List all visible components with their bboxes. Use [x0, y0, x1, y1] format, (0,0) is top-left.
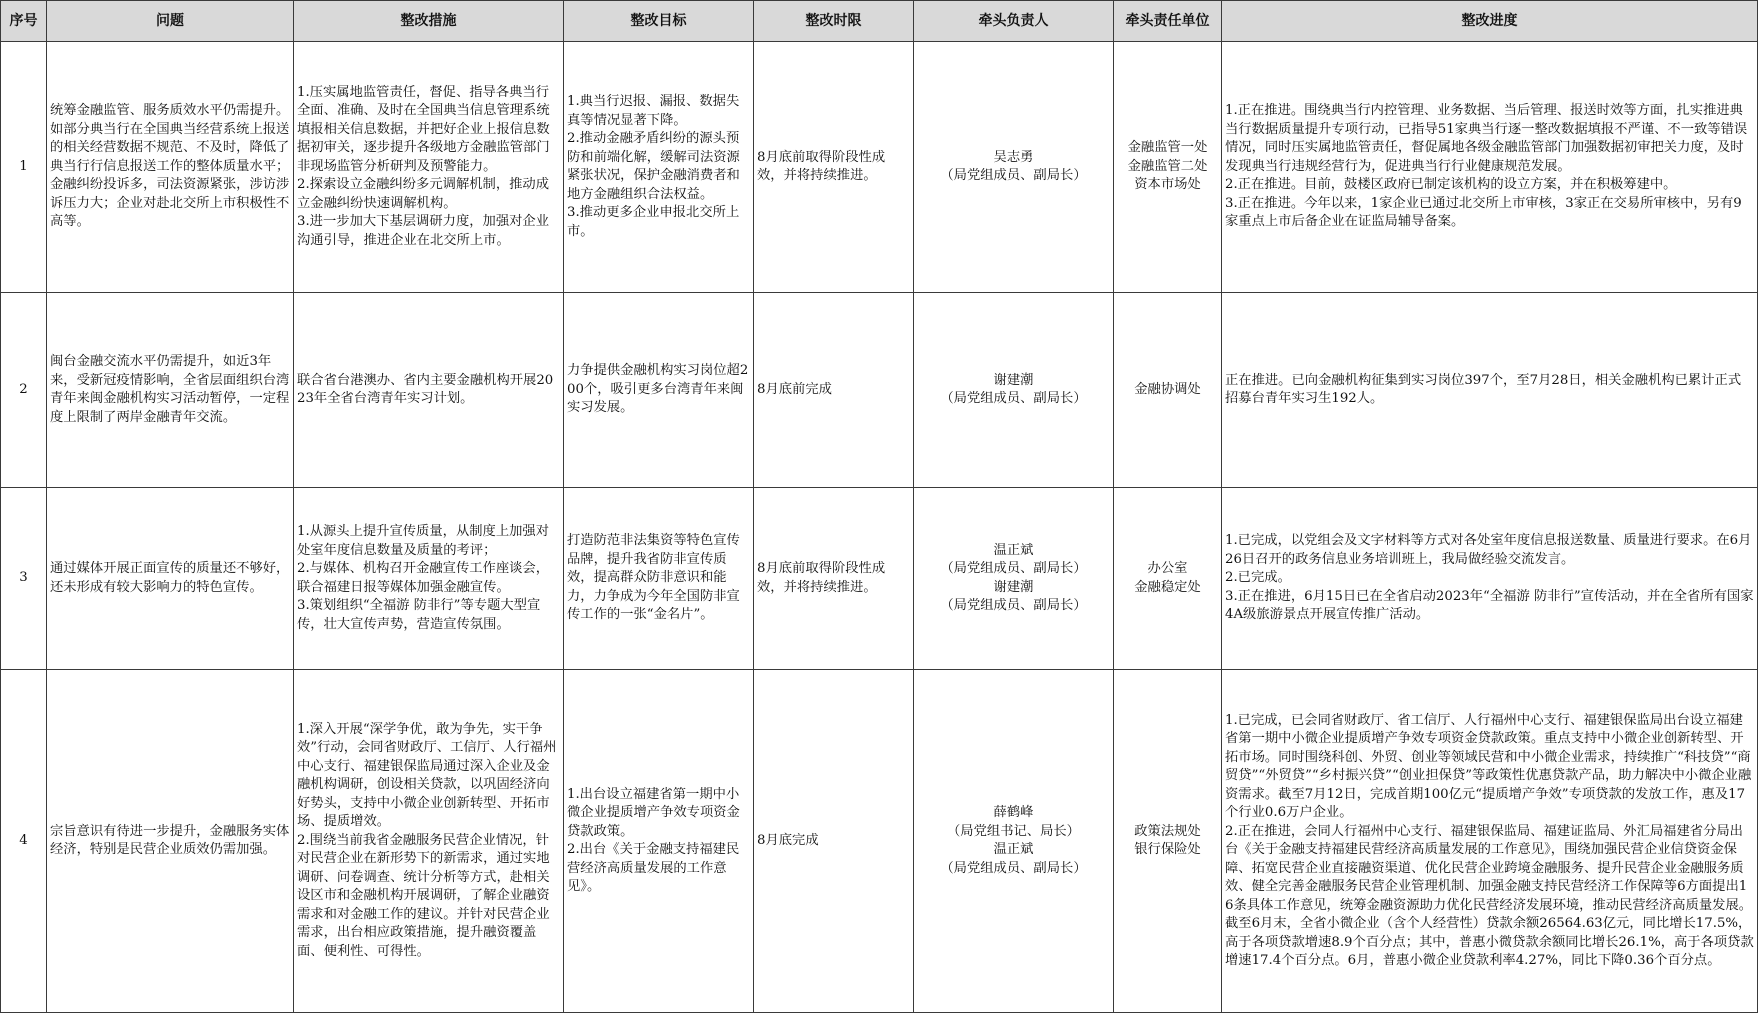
cell-progress	[1222, 42, 1758, 293]
header-row	[1, 1, 1758, 42]
cell-deadline	[754, 293, 914, 488]
cell-problem	[47, 670, 294, 1013]
table-row	[1, 488, 1758, 670]
cell-progress	[1222, 293, 1758, 488]
deadline-text: 8月底完成	[757, 832, 819, 848]
leader-text: 谢建潮 （局党组成员、副局长）	[940, 372, 1087, 406]
cell-seq: 2	[1, 293, 47, 488]
cell-goal	[564, 293, 754, 488]
unit-text: 金融协调处	[1134, 381, 1201, 397]
measures-text: 1.深入开展“深学争优，敢为争先，实干争效”行动，会同省财政厅、工信厅、人行福州中心支行、福建银保监局通过深入企业及金融机构调研，创设相关贷款，以巩固经济向好势头，支持中小微企业创新转型、开拓市场、提质增效。 2.围绕当前我省金融服务民营企业情况，针对民营企业在新形势下的新需求，通过实地调研、问卷调查、统计分析等方式，赴相关设区市和金融机构开展调研，了解企业融资需求和对金融工作的建议。并针对民营企业需求，出台相应政策措施，提升融资覆盖面、便利性、可得性。	[297, 721, 557, 959]
unit-text: 政策法规处 银行保险处	[1134, 823, 1201, 857]
cell-deadline	[754, 670, 914, 1013]
cell-deadline	[754, 488, 914, 670]
unit-text: 金融监管一处 金融监管二处 资本市场处	[1127, 140, 1208, 193]
header-measures: 整改措施	[294, 1, 564, 42]
problem-text: 宗旨意识有待进一步提升，金融服务实体经济，特别是民营企业质效仍需加强。	[50, 823, 290, 857]
cell-measures	[294, 42, 564, 293]
cell-seq: 1	[1, 42, 47, 293]
header-deadline: 整改时限	[754, 1, 914, 42]
cell-progress	[1222, 488, 1758, 670]
cell-leader	[914, 670, 1114, 1013]
unit-text: 办公室 金融稳定处	[1134, 561, 1201, 595]
problem-text: 统筹金融监管、服务质效水平仍需提升。如部分典当行在全国典当经营系统上报送的相关经营数据不规范、不及时，降低了典当行行信息报送工作的整体质量水平；金融纠纷投诉多，司法资源紧张，涉访涉诉压力大；企业对赴北交所上市积极性不高等。	[50, 103, 290, 230]
leader-text: 薛鹤峰 （局党组书记、局长） 温正斌 （局党组成员、副局长）	[940, 805, 1087, 876]
cell-leader	[914, 488, 1114, 670]
table-row	[1, 670, 1758, 1013]
deadline-text: 8月底前取得阶段性成效，并将持续推进。	[757, 149, 886, 183]
progress-text: 1.已完成，已会同省财政厅、省工信厅、人行福州中心支行、福建银保监局出台设立福建省第一期中小微企业提质增产争效专项资金贷款政策。重点支持中小微企业创新转型、开拓市场。同时围绕科创、外贸、创业等领域民营和中小微企业需求，持续推广“科技贷”“商贸贷”“外贸贷”“乡村振兴贷”“创业担保贷”等政策性优惠贷款产品，助力解决中小微企业融资需求。截至7月12日，完成首期100亿元“提质增产争效”专项贷款的发放工作，惠及17个行业0.6万户企业。 2.正在推进，会同人行福州中心支行、福建银保监局、福建证监局、外汇局福建省分局出台《关于金融支持福建民营经济高质量发展的工作意见》，围绕加强民营企业信贷资金保障、拓宽民营企业直接融资渠道、优化民营企业跨境金融服务、提升民营企业金融服务质效、健全完善金融服务民营企业管理机制、加强金融支持民营经济工作保障等6方面提出16条具体工作意见，统筹金融资源助力优化民营经济发展环境，推动民营经济高质量发展。截至6月末，全省小微企业（含个人经营性）贷款余额26564.63亿元，同比增长17.5%，高于各项贷款增速8.9个百分点；其中，普惠小微贷款余额同比增长26.1%，高于各项贷款增速17.4个百分点。6月，普惠小微企业贷款利率4.27%，同比下降0.36个百分点。	[1225, 712, 1754, 968]
cell-seq: 3	[1, 488, 47, 670]
cell-deadline	[754, 42, 914, 293]
cell-goal	[564, 488, 754, 670]
measures-text: 联合省台港澳办、省内主要金融机构开展2023年全省台湾青年实习计划。	[297, 372, 554, 406]
problem-text: 通过媒体开展正面宣传的质量还不够好，还未形成有较大影响力的特色宣传。	[50, 561, 290, 595]
cell-leader	[914, 293, 1114, 488]
header-unit: 牵头责任单位	[1114, 1, 1222, 42]
cell-measures	[294, 670, 564, 1013]
cell-unit	[1114, 670, 1222, 1013]
table-row	[1, 293, 1758, 488]
cell-problem	[47, 293, 294, 488]
header-seq: 序号	[1, 1, 47, 42]
header-problem: 问题	[47, 1, 294, 42]
progress-text: 1.已完成，以党组会及文字材料等方式对各处室年度信息报送数量、质量进行要求。在6月26日召开的政务信息业务培训班上，我局做经验交流发言。 2.已完成。 3.正在推进，6月15日已在全省启动2023年“全福游 防非行”宣传活动，并在全省所有国家4A级旅游景点开展宣传推广活动。	[1225, 533, 1754, 623]
cell-unit	[1114, 488, 1222, 670]
deadline-text: 8月底前完成	[757, 381, 832, 397]
leader-text: 吴志勇 （局党组成员、副局长）	[940, 149, 1087, 183]
cell-problem	[47, 42, 294, 293]
cell-progress	[1222, 670, 1758, 1013]
cell-leader	[914, 42, 1114, 293]
goal-text: 打造防范非法集资等特色宣传品牌，提升我省防非宣传质效，提高群众防非意识和能力，力争成为今年全国防非宣传工作的一张“金名片”。	[567, 533, 740, 623]
goal-text: 1.典当行迟报、漏报、数据失真等情况显著下降。 2.推动金融矛盾纠纷的源头预防和前端化解，缓解司法资源紧张状况，保护金融消费者和地方金融组织合法权益。 3.推动更多企业申报北交所上市。	[567, 94, 740, 239]
cell-measures	[294, 293, 564, 488]
cell-goal	[564, 42, 754, 293]
cell-unit	[1114, 293, 1222, 488]
progress-text: 正在推进。已向金融机构征集到实习岗位397个，至7月28日，相关金融机构已累计正式招募台青年实习生192人。	[1225, 372, 1742, 406]
header-progress: 整改进度	[1222, 1, 1758, 42]
goal-text: 力争提供金融机构实习岗位超200个，吸引更多台湾青年来闽实习发展。	[567, 363, 749, 416]
table-row	[1, 42, 1758, 293]
header-goal: 整改目标	[564, 1, 754, 42]
cell-seq: 4	[1, 670, 47, 1013]
progress-text: 1.正在推进。围绕典当行内控管理、业务数据、当后管理、报送时效等方面，扎实推进典当行数据质量提升专项行动，已指导51家典当行逐一整改数据填报不严谨、不一致等错误情况，同时压实属地监管责任，督促属地各级金融监管部门加强数据初审把关力度，及时发现典当行违规经营行为，促进典当行行业健康规范发展。 2.正在推进。目前，鼓楼区政府已制定该机构的设立方案，并在积极筹建中。 3.正在推进。今年以来，1家企业已通过北交所上市审核，3家正在交易所审核中，另有9家重点上市后备企业在证监局辅导备案。	[1225, 103, 1748, 230]
cell-goal	[564, 670, 754, 1013]
header-leader: 牵头负责人	[914, 1, 1114, 42]
leader-text: 温正斌 （局党组成员、副局长） 谢建潮 （局党组成员、副局长）	[940, 542, 1087, 613]
cell-measures	[294, 488, 564, 670]
problem-text: 闽台金融交流水平仍需提升，如近3年来，受新冠疫情影响，全省层面组织台湾青年来闽金融机构实习活动暂停，一定程度上限制了两岸金融青年交流。	[50, 354, 290, 425]
cell-unit	[1114, 42, 1222, 293]
measures-text: 1.压实属地监管责任，督促、指导各典当行全面、准确、及时在全国典当信息管理系统填报相关信息数据，并把好企业上报信息数据初审关，逐步提升各级地方金融监管部门非现场监管分析研判及预警能力。 2.探索设立金融纠纷多元调解机制，推动成立金融纠纷快速调解机构。 3.进一步加大下基层调研力度，加强对企业沟通引导，推进企业在北交所上市。	[297, 84, 550, 248]
deadline-text: 8月底前取得阶段性成效，并将持续推进。	[757, 561, 886, 595]
goal-text: 1.出台设立福建省第一期中小微企业提质增产争效专项资金贷款政策。 2.出台《关于金融支持福建民营经济高质量发展的工作意见》。	[567, 786, 740, 894]
measures-text: 1.从源头上提升宣传质量，从制度上加强对处室年度信息数量及质量的考评； 2.与媒体、机构召开金融宣传工作座谈会，联合福建日报等媒体加强金融宣传。 3.策划组织“全福游 防非行”等专题大型宣传，壮大宣传声势，营造宣传氛围。	[297, 524, 550, 632]
cell-problem	[47, 488, 294, 670]
